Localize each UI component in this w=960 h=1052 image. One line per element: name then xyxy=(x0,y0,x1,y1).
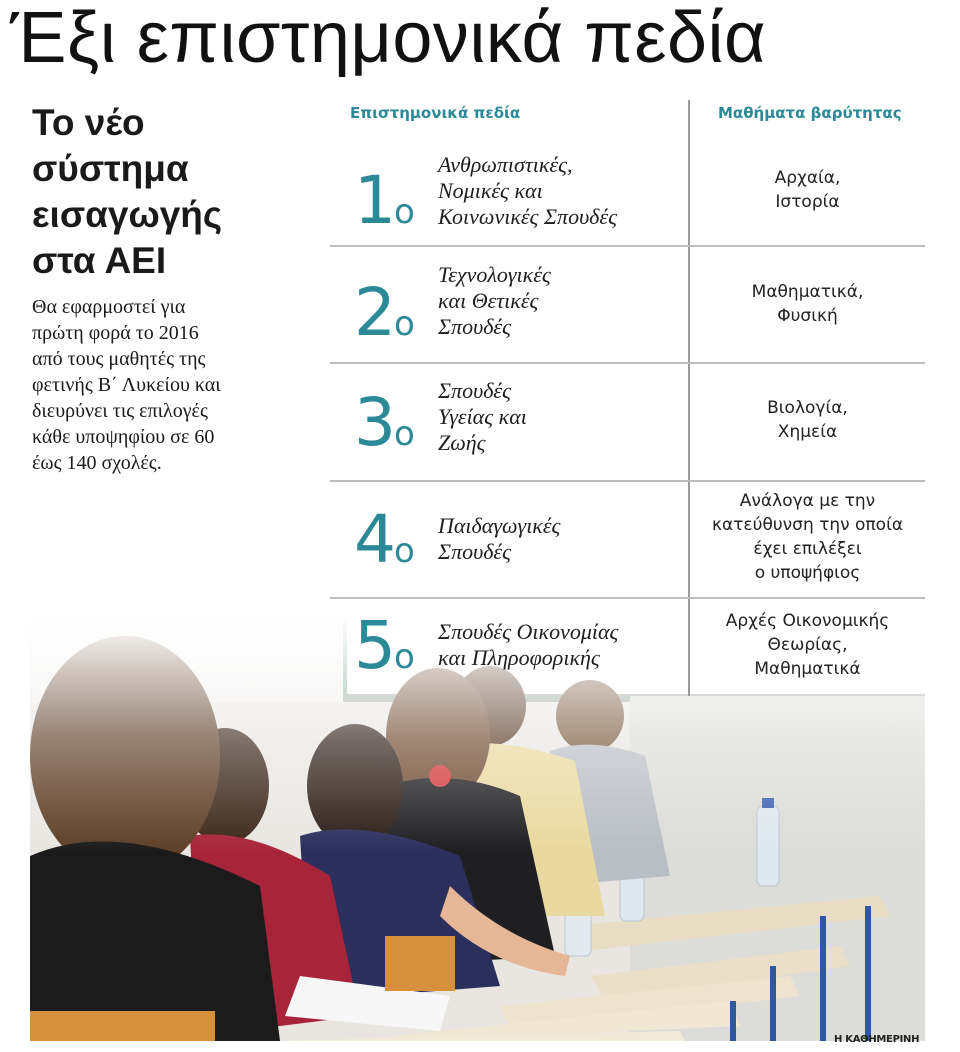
field-name xyxy=(438,262,551,340)
field-name-line: Νομικές και xyxy=(438,178,543,203)
row-divider xyxy=(330,245,925,247)
field-number xyxy=(354,274,415,357)
field-name-line: Ανθρωπιστικές, xyxy=(438,152,573,177)
field-name-line: Σπουδές xyxy=(438,378,512,403)
course-line: Βιολογία, xyxy=(767,398,848,418)
field-name-line: Σπουδές xyxy=(438,314,512,339)
field-number xyxy=(354,501,415,584)
intro-body-line: Θα εφαρμοστεί για xyxy=(32,296,186,318)
field-number xyxy=(354,384,415,467)
field-name xyxy=(438,513,560,565)
course-line: Μαθηματικά, xyxy=(751,282,864,302)
intro-body-line: διευρύνει τις επιλογές xyxy=(32,400,208,422)
intro-body-line: πρώτη φορά το 2016 xyxy=(32,322,199,344)
table-row xyxy=(330,485,925,595)
field-number-digit: 3 xyxy=(354,384,394,461)
field-number-ordinal: ο xyxy=(394,192,415,232)
course-line: Ανάλογα με την xyxy=(739,491,876,511)
field-number-ordinal: ο xyxy=(394,531,415,571)
course-line: Φυσική xyxy=(777,306,838,326)
page-title: Έξι επιστημονικά πεδία xyxy=(10,0,767,78)
intro-body-line: κάθε υποψηφίου σε 60 xyxy=(32,426,215,448)
intro-heading-line: Το νέο xyxy=(32,102,145,143)
course-line: κατεύθυνση την οποία xyxy=(711,515,904,535)
intro-heading-line: εισαγωγής xyxy=(32,194,223,235)
intro-heading-line: σύστημα xyxy=(32,148,189,189)
field-name-line: και Θετικές xyxy=(438,288,539,313)
field-number-ordinal: ο xyxy=(394,637,415,677)
row-divider xyxy=(330,597,925,599)
field-name xyxy=(438,619,618,671)
table-row xyxy=(330,140,925,245)
weighted-courses xyxy=(690,280,925,328)
intro-body-line: φετινής Β΄ Λυκείου και xyxy=(32,374,221,396)
table-row xyxy=(330,603,925,698)
course-line: Μαθηματικά xyxy=(754,659,861,679)
course-line: Θεωρίας, xyxy=(767,635,848,655)
field-name xyxy=(438,378,527,456)
row-divider xyxy=(330,480,925,482)
row-divider xyxy=(330,362,925,364)
field-number-ordinal: ο xyxy=(394,414,415,454)
intro-body-line: έως 140 σχολές. xyxy=(32,452,162,474)
intro-body xyxy=(32,294,322,476)
field-number-digit: 2 xyxy=(354,274,394,351)
header-courses: Μαθήματα βαρύτητας xyxy=(718,104,902,122)
intro-heading xyxy=(32,100,322,284)
weighted-courses xyxy=(690,489,925,585)
field-number-digit: 1 xyxy=(354,162,394,239)
field-name-line: Τεχνολογικές xyxy=(438,262,551,287)
course-line: Χημεία xyxy=(777,422,838,442)
weighted-courses xyxy=(690,609,925,681)
field-number-digit: 5 xyxy=(354,607,394,684)
fields-table xyxy=(330,100,925,700)
field-name xyxy=(438,152,617,230)
intro-block xyxy=(32,100,322,476)
course-line: Ιστορία xyxy=(775,192,840,212)
weighted-courses xyxy=(690,166,925,214)
course-line: Αρχές Οικονομικής xyxy=(725,611,890,631)
field-name-line: Παιδαγωγικές xyxy=(438,513,561,538)
field-number-digit: 4 xyxy=(354,501,394,578)
photo-credit: Η ΚΑΘΗΜΕΡΙΝΗ xyxy=(834,1034,920,1045)
header-fields: Επιστημονικά πεδία xyxy=(350,104,521,122)
course-line: Αρχαία, xyxy=(774,168,841,188)
field-number-ordinal: ο xyxy=(394,304,415,344)
course-line: ο υποψήφιος xyxy=(754,563,861,583)
field-name-line: Κοινωνικές Σπουδές xyxy=(438,204,617,229)
table-row xyxy=(330,250,925,360)
field-number xyxy=(354,162,415,245)
table-row xyxy=(330,368,925,478)
intro-body-line: από τους μαθητές της xyxy=(32,348,206,370)
weighted-courses xyxy=(690,396,925,444)
field-name-line: Ζωής xyxy=(438,430,486,455)
field-name-line: Σπουδές Οικονομίας xyxy=(438,619,619,644)
field-number xyxy=(354,607,415,690)
field-name-line: Υγείας και xyxy=(438,404,527,429)
course-line: έχει επιλέξει xyxy=(753,539,862,559)
intro-heading-line: στα ΑΕΙ xyxy=(32,240,167,281)
field-name-line: και Πληροφορικής xyxy=(438,645,600,670)
field-name-line: Σπουδές xyxy=(438,539,512,564)
